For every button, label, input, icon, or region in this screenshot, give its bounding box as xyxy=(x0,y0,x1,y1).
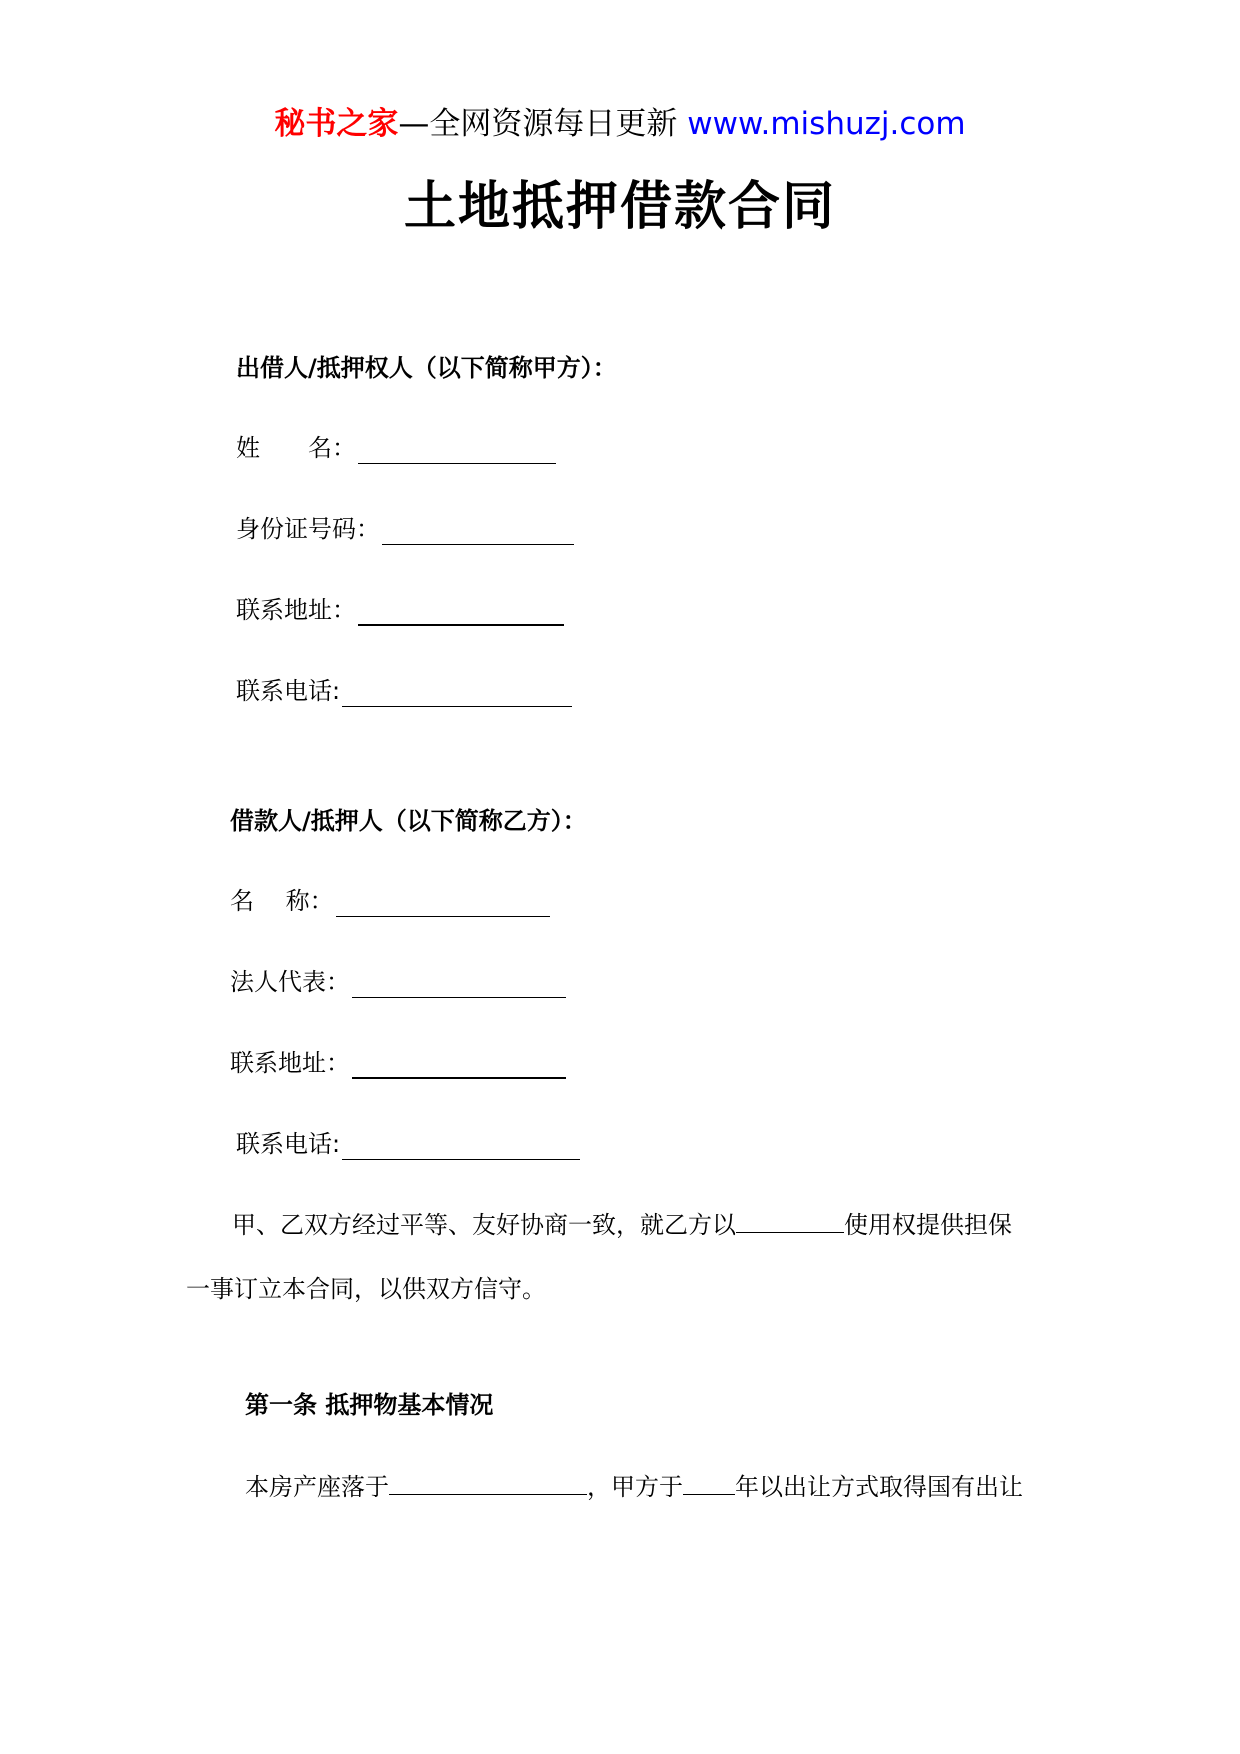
article-1-text-3: 年以出让方式取得国有出让 xyxy=(735,1473,1023,1501)
article-1-line-1 xyxy=(245,1470,1023,1503)
party-a-address-blank xyxy=(358,600,564,626)
party-b-name-field xyxy=(230,885,550,917)
party-b-phone-blank xyxy=(342,1135,580,1160)
party-b-phone-field xyxy=(236,1128,580,1160)
party-b-address-blank xyxy=(352,1053,566,1079)
article-1-text-1: 本房产座落于 xyxy=(245,1473,389,1501)
party-a-id-blank xyxy=(382,520,574,545)
party-a-id-label: 身份证号码： xyxy=(236,515,380,543)
intro-line-2: 一事订立本合同，以供双方信守。 xyxy=(186,1275,546,1303)
party-a-address-field xyxy=(236,594,564,626)
article-1-text-2: ，甲方于 xyxy=(587,1473,683,1501)
intro-blank xyxy=(736,1208,844,1233)
party-b-rep-blank xyxy=(352,973,566,998)
party-a-name-label: 姓 名： xyxy=(236,434,356,462)
party-b-phone-label: 联系电话: xyxy=(236,1130,341,1158)
party-b-address-field xyxy=(230,1047,566,1079)
party-a-id-field xyxy=(236,513,574,545)
party-a-name-field xyxy=(236,432,556,464)
party-b-rep-field xyxy=(230,966,566,998)
intro-text-2: 使用权提供担保 xyxy=(844,1211,1012,1239)
party-b-heading: 借款人/抵押人（以下简称乙方）： xyxy=(230,807,587,835)
party-a-phone-label: 联系电话: xyxy=(236,677,341,705)
article-1-year-blank xyxy=(683,1470,735,1495)
party-a-phone-blank xyxy=(342,682,572,707)
header-url[interactable]: www.mishuzj.com xyxy=(687,106,966,142)
page-title: 土地抵押借款合同 xyxy=(403,177,836,237)
party-b-rep-label: 法人代表： xyxy=(230,968,350,996)
intro-text-1: 甲、乙双方经过平等、友好协商一致，就乙方以 xyxy=(232,1211,736,1239)
site-header xyxy=(0,104,1240,144)
brand-name: 秘书之家 xyxy=(274,106,399,142)
party-b-address-label: 联系地址： xyxy=(230,1049,350,1077)
intro-line-1 xyxy=(232,1208,1012,1241)
header-slogan: —全网资源每日更新 xyxy=(398,106,688,142)
article-1-heading: 第一条 抵押物基本情况 xyxy=(245,1391,494,1419)
party-a-heading: 出借人/抵押权人（以下简称甲方）： xyxy=(236,354,617,382)
article-1-location-blank xyxy=(389,1470,587,1495)
party-a-name-blank xyxy=(358,439,556,464)
party-a-address-label: 联系地址： xyxy=(236,596,356,624)
party-b-name-label: 名 称： xyxy=(230,887,334,915)
party-a-phone-field xyxy=(236,675,572,707)
party-b-name-blank xyxy=(336,892,550,917)
